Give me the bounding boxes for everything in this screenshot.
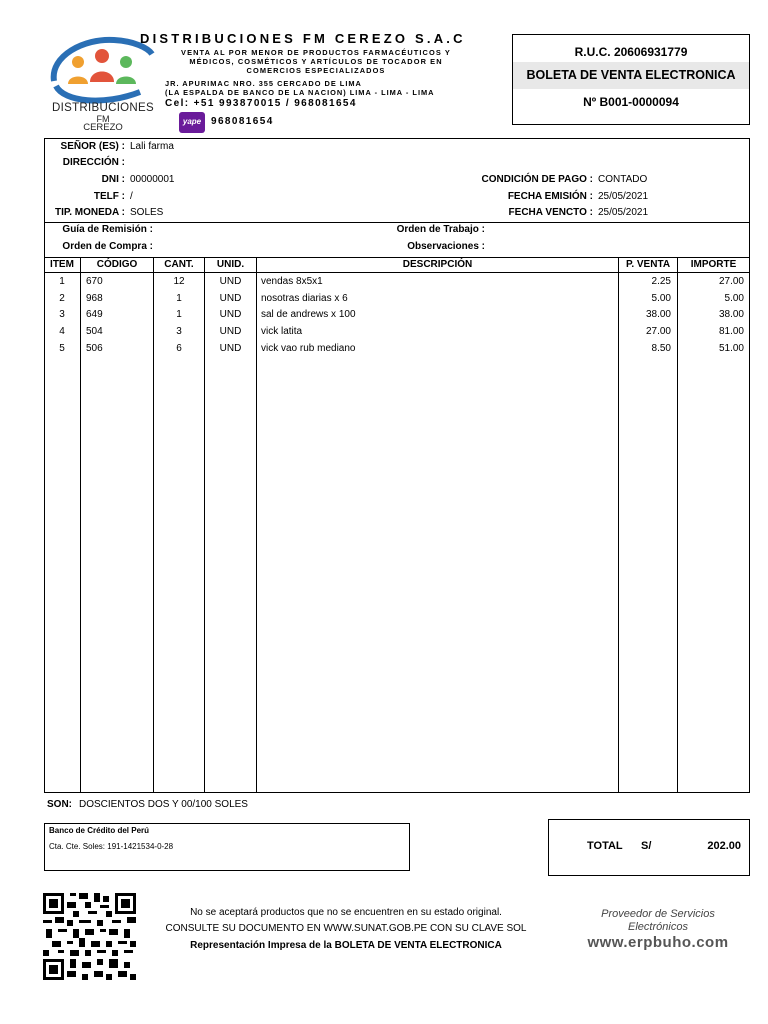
bank-name: Banco de Crédito del Perú bbox=[49, 826, 150, 835]
observaciones-label: Observaciones : bbox=[407, 241, 485, 252]
row-p-venta: 2.25 bbox=[651, 276, 671, 287]
row-codigo: 504 bbox=[86, 326, 103, 337]
row-descripcion: vick latita bbox=[261, 326, 303, 337]
row-unid: UND bbox=[219, 309, 242, 320]
row-importe: 51.00 bbox=[718, 343, 744, 354]
row-descripcion: vick vao rub mediano bbox=[261, 343, 356, 354]
header-cant: CANT. bbox=[164, 259, 194, 270]
row-p-venta: 27.00 bbox=[645, 326, 671, 337]
company-address bbox=[165, 80, 435, 97]
row-item: 2 bbox=[59, 293, 65, 304]
header-p-venta: P. VENTA bbox=[625, 259, 671, 270]
tagline-line-3: COMERCIOS ESPECIALIZADOS bbox=[246, 66, 386, 75]
row-item: 1 bbox=[59, 276, 65, 287]
header-codigo: CÓDIGO bbox=[96, 259, 138, 270]
yape-label: yape bbox=[182, 117, 202, 126]
row-codigo: 506 bbox=[86, 343, 103, 354]
moneda-value: SOLES bbox=[130, 207, 164, 218]
row-importe: 5.00 bbox=[724, 293, 744, 304]
provider-line-2: Electrónicos bbox=[628, 921, 688, 933]
qr-code bbox=[43, 893, 136, 980]
son-label: SON: bbox=[47, 799, 72, 810]
row-item: 5 bbox=[59, 343, 65, 354]
vencto-label: FECHA VENCTO : bbox=[508, 207, 593, 218]
total-amount: 202.00 bbox=[707, 840, 741, 852]
row-cant: 1 bbox=[176, 309, 182, 320]
emision-value: 25/05/2021 bbox=[598, 191, 649, 202]
row-codigo: 649 bbox=[86, 309, 103, 320]
total-currency: S/ bbox=[641, 840, 652, 852]
logo-text-2: FM bbox=[96, 114, 110, 124]
address-line-1: JR. APURIMAC NRO. 355 CERCADO DE LIMA bbox=[165, 79, 362, 88]
row-unid: UND bbox=[219, 326, 242, 337]
telf-label: TELF : bbox=[93, 191, 125, 202]
document-number: Nº B001-0000094 bbox=[583, 95, 679, 109]
dni-value: 00000001 bbox=[130, 174, 175, 185]
qr-code-icon bbox=[43, 893, 136, 980]
footer-line-1: No se aceptará productos que no se encuentren en su estado original. bbox=[190, 907, 502, 918]
company-logo-icon bbox=[44, 36, 162, 106]
logo-text-1: DISTRIBUCIONES bbox=[52, 102, 154, 114]
row-item: 4 bbox=[59, 326, 65, 337]
row-importe: 81.00 bbox=[718, 326, 744, 337]
direccion-label: DIRECCIÓN : bbox=[62, 157, 125, 168]
footer-line-3: Representación Impresa de la BOLETA DE VENTA ELECTRONICA bbox=[190, 940, 502, 951]
tagline-line-1: VENTA AL POR MENOR DE PRODUCTOS FARMACÉUTICOS Y bbox=[181, 48, 451, 57]
trabajo-label: Orden de Trabajo : bbox=[396, 224, 485, 235]
header-importe: IMPORTE bbox=[690, 259, 737, 270]
row-codigo: 968 bbox=[86, 293, 103, 304]
company-logo bbox=[44, 36, 162, 134]
total-box bbox=[548, 819, 750, 876]
condicion-value: CONTADO bbox=[598, 174, 648, 185]
row-cant: 1 bbox=[176, 293, 182, 304]
row-item: 3 bbox=[59, 309, 65, 320]
ruc-box bbox=[512, 34, 750, 125]
row-p-venta: 38.00 bbox=[645, 309, 671, 320]
telf-value: / bbox=[130, 191, 133, 202]
row-importe: 38.00 bbox=[718, 309, 744, 320]
row-cant: 6 bbox=[176, 343, 182, 354]
bank-box bbox=[44, 823, 410, 871]
company-name: DISTRIBUCIONES FM CEREZO S.A.C bbox=[140, 31, 466, 46]
header-descripcion: DESCRIPCIÓN bbox=[402, 259, 473, 270]
yape-number: 968081654 bbox=[211, 116, 274, 127]
column-divider bbox=[80, 257, 81, 793]
senor-value: Lali farma bbox=[130, 141, 174, 152]
tagline-line-2: MÉDICOS, COSMÉTICOS Y ARTÍCULOS DE TOCADOR EN bbox=[189, 57, 443, 66]
yape-icon bbox=[179, 112, 205, 133]
row-codigo: 670 bbox=[86, 276, 103, 287]
column-divider bbox=[256, 257, 257, 793]
row-unid: UND bbox=[219, 343, 242, 354]
document-type: BOLETA DE VENTA ELECTRONICA bbox=[513, 62, 749, 89]
header-unid: UNID. bbox=[216, 259, 245, 270]
row-descripcion: sal de andrews x 100 bbox=[261, 309, 356, 320]
ruc-number: R.U.C. 20606931779 bbox=[574, 45, 688, 59]
row-p-venta: 8.50 bbox=[651, 343, 671, 354]
moneda-label: TIP. MONEDA : bbox=[54, 207, 125, 218]
provider-site: www.erpbuho.com bbox=[587, 934, 729, 951]
logo-text-3: CEREZO bbox=[83, 122, 123, 133]
row-unid: UND bbox=[219, 276, 242, 287]
son-value: DOSCIENTOS DOS Y 00/100 SOLES bbox=[79, 799, 248, 810]
compra-label: Orden de Compra : bbox=[62, 241, 153, 252]
row-unid: UND bbox=[219, 293, 242, 304]
senor-label: SEÑOR (ES) : bbox=[60, 141, 125, 152]
bank-account: Cta. Cte. Soles: 191-1421534-0-28 bbox=[49, 842, 174, 851]
dni-label: DNI : bbox=[101, 174, 125, 185]
header-item: ITEM bbox=[50, 259, 74, 270]
total-label: TOTAL bbox=[587, 840, 623, 852]
emision-label: FECHA EMISIÓN : bbox=[507, 191, 593, 202]
table-header-divider bbox=[44, 272, 750, 273]
vencto-value: 25/05/2021 bbox=[598, 207, 649, 218]
footer-line-2: CONSULTE SU DOCUMENTO EN WWW.SUNAT.GOB.PE CON SU CLAVE SOL bbox=[165, 923, 527, 934]
row-importe: 27.00 bbox=[718, 276, 744, 287]
row-p-venta: 5.00 bbox=[651, 293, 671, 304]
row-descripcion: vendas 8x5x1 bbox=[261, 276, 323, 287]
provider-line-1: Proveedor de Servicios bbox=[601, 908, 715, 920]
condicion-label: CONDICIÓN DE PAGO : bbox=[481, 174, 593, 185]
company-phone: Cel: +51 993870015 / 968081654 bbox=[165, 98, 357, 109]
guia-label: Guía de Remisión : bbox=[62, 224, 153, 235]
address-line-2: (LA ESPALDA DE BANCO DE LA NACION) LIMA - LIMA - LIMA bbox=[165, 87, 435, 97]
row-cant: 12 bbox=[173, 276, 185, 287]
company-tagline bbox=[165, 48, 467, 75]
row-descripcion: nosotras diarias x 6 bbox=[261, 293, 348, 304]
row-cant: 3 bbox=[176, 326, 182, 337]
